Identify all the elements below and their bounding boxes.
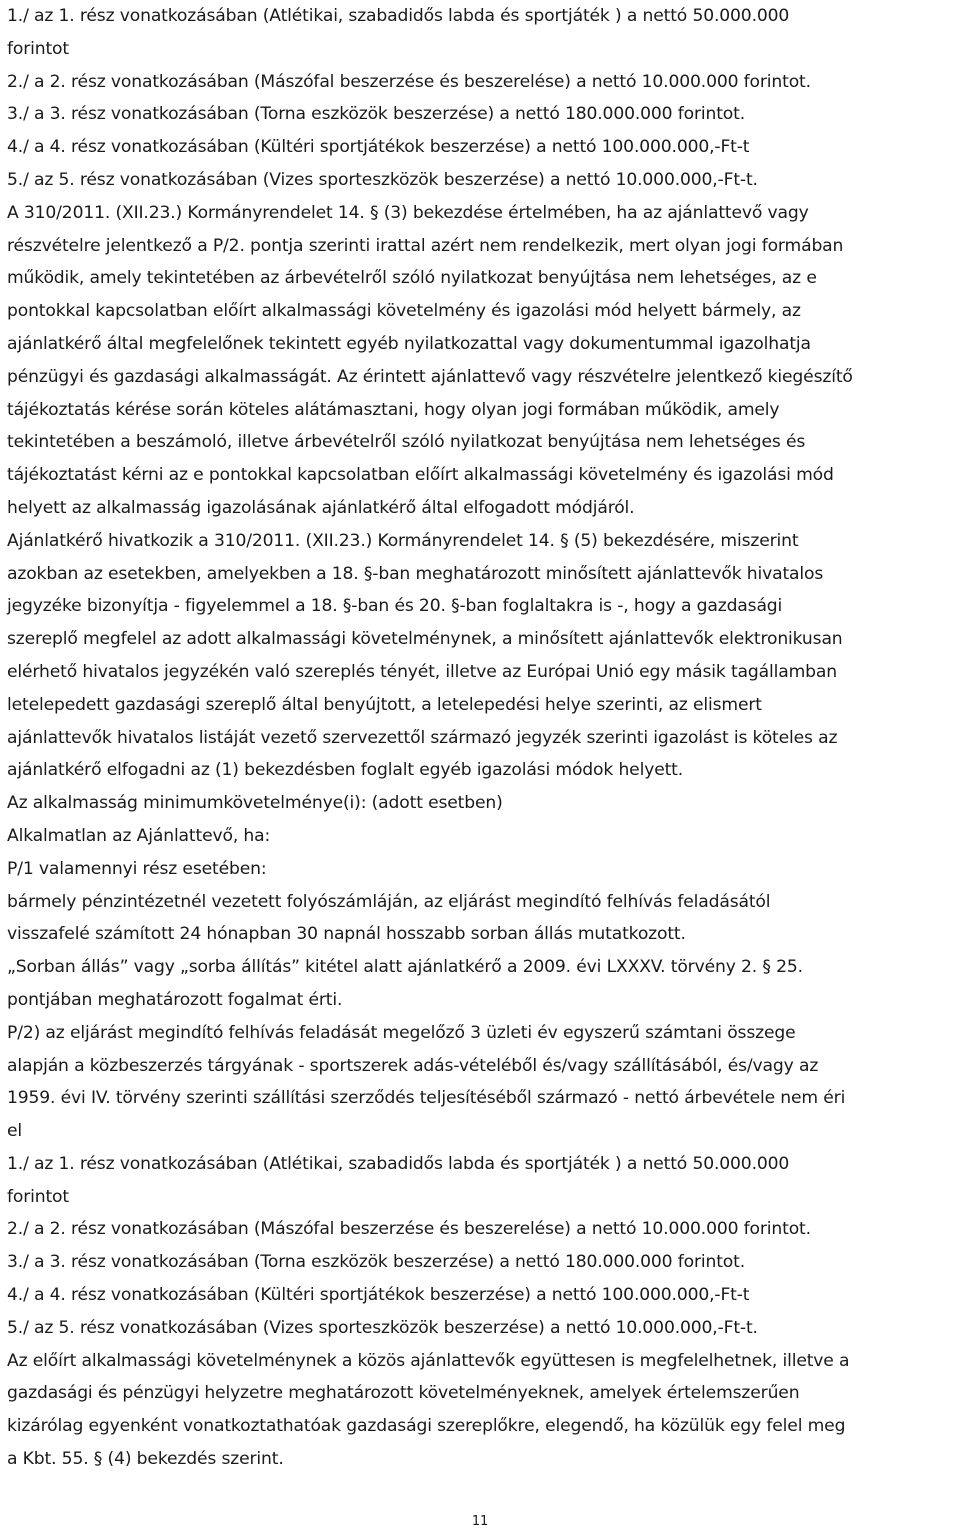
text-line: Az alkalmasság minimumkövetelménye(i): (adott esetben)	[7, 793, 503, 814]
text-line: A 310/2011. (XII.23.) Kormányrendelet 14. § (3) bekezdése értelmében, ha az ajánlattevő vagy	[7, 202, 809, 223]
text-line: 4./ a 4. rész vonatkozásában (Kültéri sportjátékok beszerzése) a nettó 100.000.000,-Ft-t	[7, 137, 750, 158]
text-line: 5./ az 5. rész vonatkozásában (Vizes sporteszközök beszerzése) a nettó 10.000.000,-Ft-t.	[7, 1317, 758, 1338]
text-line: pontjában meghatározott fogalmat érti.	[7, 989, 343, 1010]
text-line: P/2) az eljárást megindító felhívás feladását megelőző 3 üzleti év egyszerű számtani összege	[7, 1022, 796, 1043]
text-line: elérhető hivatalos jegyzékén való szereplés tényét, illetve az Európai Unió egy másik tagállamban	[7, 661, 837, 682]
text-line: 2./ a 2. rész vonatkozásában (Mászófal beszerzése és beszerelése) a nettó 10.000.000 forintot.	[7, 71, 811, 92]
page-number: 11	[471, 1514, 489, 1529]
text-line: el	[7, 1121, 23, 1142]
text-line: visszafelé számított 24 hónapban 30 napnál hosszabb sorban állás mutatkozott.	[7, 924, 686, 945]
text-line: tájékoztatást kérni az e pontokkal kapcsolatban előírt alkalmassági követelmény és igazolási mód	[7, 465, 834, 486]
text-line: 2./ a 2. rész vonatkozásában (Mászófal beszerzése és beszerelése) a nettó 10.000.000 forintot.	[7, 1219, 811, 1240]
text-line: Alkalmatlan az Ajánlattevő, ha:	[7, 825, 271, 846]
document-body	[7, 0, 957, 1476]
text-line: 3./ a 3. rész vonatkozásában (Torna eszközök beszerzése) a nettó 180.000.000 forintot.	[7, 1252, 746, 1273]
text-line: 3./ a 3. rész vonatkozásában (Torna eszközök beszerzése) a nettó 180.000.000 forintot.	[7, 104, 746, 125]
text-line: 1./ az 1. rész vonatkozásában (Atlétikai, szabadidős labda és sportjáték ) a nettó 50.000.000	[7, 6, 790, 26]
text-line: 4./ a 4. rész vonatkozásában (Kültéri sportjátékok beszerzése) a nettó 100.000.000,-Ft-t	[7, 1285, 750, 1306]
text-line: pontokkal kapcsolatban előírt alkalmassági követelmény és igazolási mód helyett bármely, az	[7, 301, 801, 322]
text-line: a Kbt. 55. § (4) bekezdés szerint.	[7, 1449, 284, 1470]
text-line: ajánlatkérő elfogadni az (1) bekezdésben foglalt egyéb igazolási módok helyett.	[7, 760, 684, 781]
text-line: letelepedett gazdasági szereplő által benyújtott, a letelepedési helye szerinti, az elismert	[7, 694, 762, 715]
text-line: részvételre jelentkező a P/2. pontja szerinti irattal azért nem rendelkezik, mert olyan jogi formában	[7, 235, 844, 256]
text-line: forintot	[7, 38, 69, 59]
text-line: tájékoztatás kérése során köteles alátámasztani, hogy olyan jogi formában működik, amely	[7, 399, 780, 420]
text-line: gazdasági és pénzügyi helyzetre meghatározott követelményeknek, amelyek értelemszerűen	[7, 1383, 800, 1404]
text-line: tekintetében a beszámoló, illetve árbevételről szóló nyilatkozat benyújtása nem lehetséges és	[7, 432, 806, 453]
text-line: 1./ az 1. rész vonatkozásában (Atlétikai, szabadidős labda és sportjáték ) a nettó 50.000.000	[7, 1153, 790, 1174]
text-line: kizárólag egyenként vonatkoztathatóak gazdasági szereplőkre, elegendő, ha közülük egy felel meg	[7, 1416, 846, 1437]
text-line: alapján a közbeszerzés tárgyának - sportszerek adás-vételéből és/vagy szállításából, és/vagy az	[7, 1055, 819, 1076]
text-line: Ajánlatkérő hivatkozik a 310/2011. (XII.23.) Kormányrendelet 14. § (5) bekezdésére, miszerint	[7, 530, 799, 551]
text-line: P/1 valamennyi rész esetében:	[7, 858, 267, 879]
text-line: működik, amely tekintetében az árbevételről szóló nyilatkozat benyújtása nem lehetséges, az e	[7, 268, 817, 289]
text-line: 1959. évi IV. törvény szerinti szállítási szerződés teljesítéséből származó - nettó árbevétele nem éri	[7, 1088, 846, 1109]
text-line: helyett az alkalmasság igazolásának ajánlatkérő által elfogadott módjáról.	[7, 497, 635, 518]
text-line: ajánlatkérő által megfelelőnek tekintett egyéb nyilatkozattal vagy dokumentummal igazolhatja	[7, 333, 811, 354]
text-line: 5./ az 5. rész vonatkozásában (Vizes sporteszközök beszerzése) a nettó 10.000.000,-Ft-t.	[7, 169, 758, 190]
text-line: Az előírt alkalmassági követelménynek a közös ajánlattevők együttesen is megfelelhetnek, illetve a	[7, 1350, 850, 1371]
text-line: jegyzéke bizonyítja - figyelemmel a 18. §-ban és 20. §-ban foglaltakra is -, hogy a gazdasági	[7, 596, 783, 617]
text-line: szereplő megfelel az adott alkalmassági követelménynek, a minősített ajánlattevők elektronikusan	[7, 629, 843, 650]
text-line: „Sorban állás” vagy „sorba állítás” kitétel alatt ajánlatkérő a 2009. évi LXXXV. törvény 2. § 25.	[7, 957, 803, 978]
text-line: bármely pénzintézetnél vezetett folyószámláján, az eljárást megindító felhívás feladásától	[7, 891, 771, 912]
text-line: pénzügyi és gazdasági alkalmasságát. Az érintett ajánlattevő vagy részvételre jelentkező kiegészítő	[7, 366, 853, 387]
text-line: forintot	[7, 1186, 69, 1207]
text-line: ajánlattevők hivatalos listáját vezető szervezettől származó jegyzék szerinti igazolást is köteles az	[7, 727, 838, 748]
text-line: azokban az esetekben, amelyekben a 18. §-ban meghatározott minősített ajánlattevők hivatalos	[7, 563, 824, 584]
